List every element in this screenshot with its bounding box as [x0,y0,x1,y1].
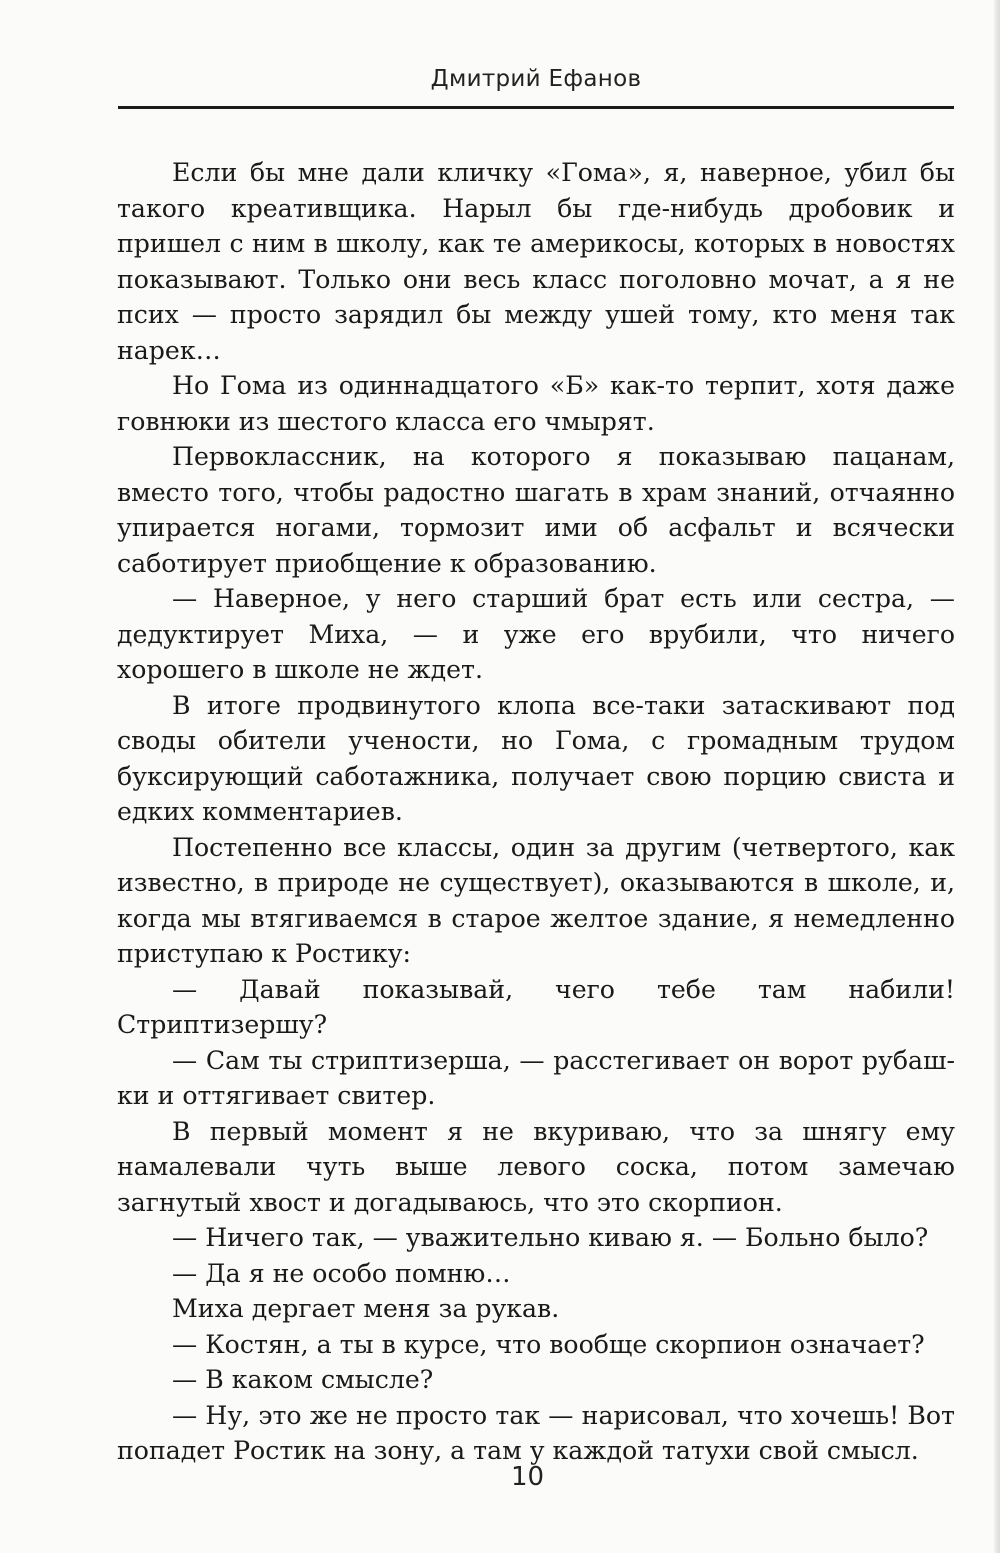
paragraph: В итоге продвинутого клопа все-таки затаскивают под своды обители учености, но Гома, с громадным трудом буксирующий саботажника, получает свою порцию свиста и едких комментариев. [117,690,955,826]
paragraph: — Да я не особо помню… [172,1258,511,1288]
paragraph: — Давай показывай, чего тебе там набили! Стриптизершу? [117,974,955,1039]
running-header-author: Дмитрий Ефанов [430,66,642,92]
paragraph: Но Гома из одиннадцатого «Б» как-то терпит, хотя даже говнюки из шестого класса его чмырят. [117,371,955,436]
paragraph: Первоклассник, на которого я показываю пацанам, вместо того, чтобы радостно шагать в храм знаний, отчаянно упирается ногами, тормозит ими об асфальт и всячески саботирует приобщение к образованию. [117,442,955,578]
paragraph: Постепенно все классы, один за другим (четвертого, как известно, в природе не существует), оказываются в школе, и, когда мы втягиваемся в старое желтое здание, я немедленно приступаю к Ростику: [117,832,955,968]
paragraph: — Ничего так, — уважительно киваю я. — Больно было? [172,1223,929,1252]
paragraph: — В каком смысле? [172,1365,434,1394]
paragraph: — Сам ты стриптизерша, — расстегивает он ворот рубашки и оттягивает свитер. [117,1045,955,1110]
paragraph: — Костян, а ты в курсе, что вообще скорпион означает? [172,1329,925,1359]
body-text [117,155,955,1469]
page-edge [994,0,1000,1553]
page-number: 10 [510,1462,545,1492]
paragraph: — Наверное, у него старший брат есть или сестра, — дедуктирует Миха, — и уже его врубили, что ничего хорошего в школе не ждет. [117,584,955,684]
paragraph: В первый момент я не вкуриваю, что за шнягу ему намалевали чуть выше левого соска, потом замечаю загнутый хвост и догадываюсь, что это скорпион. [117,1116,955,1217]
paragraph: Миха дергает меня за рукав. [172,1294,560,1323]
paragraph: Если бы мне дали кличку «Гома», я, наверное, убил бы такого креативщика. Нарыл бы где-нибудь дробовик и пришел с ним в школу, как те америкосы, которых в новостях показывают. Только они весь класс поголовно мочат, а я не псих — просто зарядил бы между ушей тому, кто меня так нарек… [117,158,955,365]
header-rule [118,106,954,109]
paragraph: — Ну, это же не просто так — нарисовал, что хочешь! Вот попадет Ростик на зону, а там у каждой татухи свой смысл. [117,1400,955,1465]
